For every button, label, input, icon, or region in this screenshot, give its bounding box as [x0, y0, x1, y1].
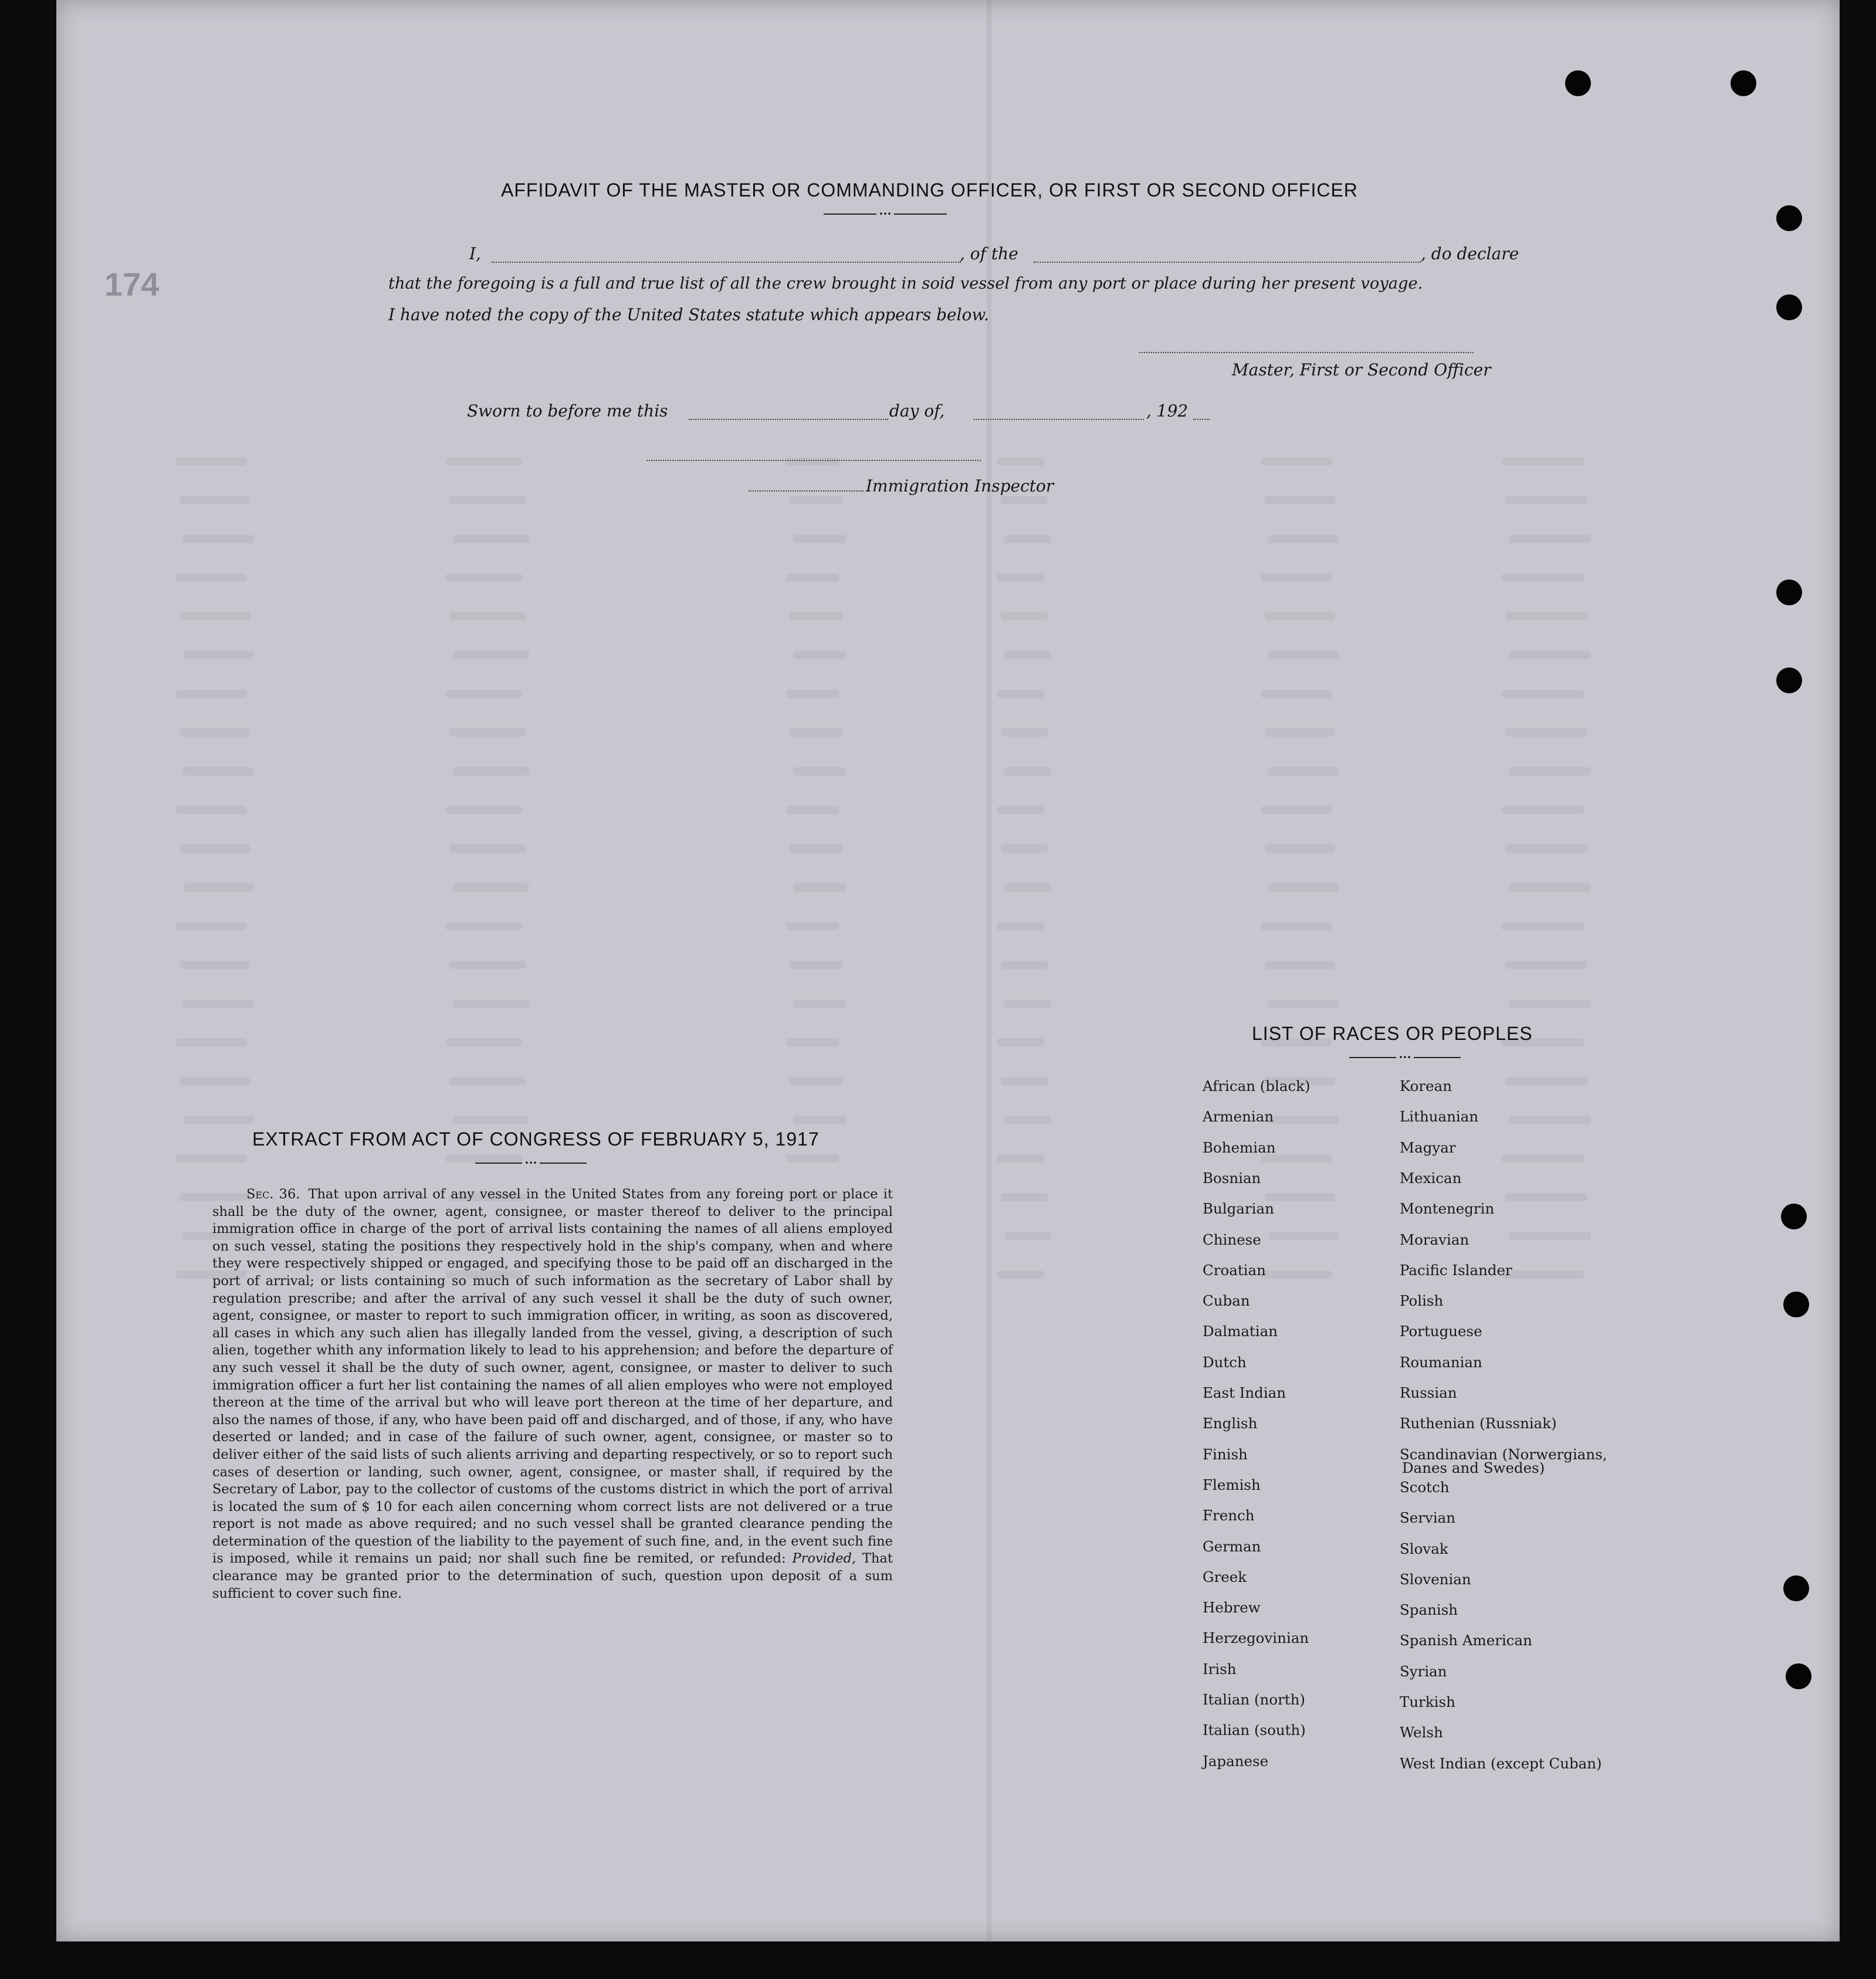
bleed-through-mark — [1505, 1193, 1587, 1201]
bleed-through-mark — [176, 922, 246, 930]
bleed-through-mark — [790, 961, 842, 969]
bleed-through-mark — [997, 922, 1044, 930]
bleed-through-mark — [446, 806, 522, 814]
race-item: Herzegovinian — [1203, 1629, 1309, 1647]
race-item: Italian (north) — [1203, 1691, 1305, 1708]
race-item: Magyar — [1400, 1138, 1456, 1156]
bleed-through-mark — [1502, 806, 1584, 814]
bleed-through-mark — [1001, 612, 1048, 621]
bleed-through-mark — [453, 883, 529, 892]
bleed-through-mark — [1502, 922, 1584, 930]
bleed-through-mark — [1004, 535, 1051, 543]
bleed-through-mark — [1268, 535, 1339, 543]
bleed-through-mark — [1261, 1270, 1332, 1279]
bleed-through-mark — [1004, 1232, 1051, 1240]
bleed-through-mark — [446, 458, 522, 466]
bleed-through-mark — [1261, 574, 1332, 582]
bleed-through-mark — [1001, 496, 1048, 504]
bleed-through-mark — [997, 690, 1044, 698]
bleed-through-mark — [176, 690, 246, 698]
bleed-through-mark — [1268, 999, 1339, 1008]
race-item: Pacific Islander — [1400, 1261, 1512, 1279]
race-item: Polish — [1400, 1292, 1444, 1310]
bleed-through-mark — [1505, 1077, 1587, 1085]
bleed-through-mark — [786, 1038, 839, 1046]
bleed-through-mark — [793, 535, 846, 543]
bleed-through-mark — [1001, 1077, 1048, 1085]
section-label: Sec. 36. — [246, 1187, 300, 1202]
bleed-through-mark — [997, 1154, 1044, 1163]
bleed-through-mark — [1505, 961, 1587, 969]
bleed-through-mark — [786, 690, 839, 698]
punch-hole — [1786, 1663, 1811, 1689]
inspector-signature-blank[interactable] — [646, 460, 981, 461]
bleed-through-mark — [1505, 496, 1587, 504]
race-item: Cuban — [1203, 1292, 1250, 1310]
bleed-through-mark — [997, 458, 1044, 466]
bleed-through-mark — [1268, 651, 1339, 659]
year-blank[interactable] — [1193, 419, 1210, 420]
punch-hole — [1781, 1204, 1807, 1229]
race-item: East Indian — [1203, 1384, 1286, 1401]
bleed-through-mark — [1265, 496, 1335, 504]
extract-title: EXTRACT FROM ACT OF CONGRESS OF FEBRUARY 5, 1917 — [252, 1129, 820, 1150]
bleed-through-mark — [997, 1270, 1044, 1279]
affidavit-of-the-label: , of the — [960, 244, 1018, 263]
race-item: Irish — [1203, 1660, 1237, 1678]
bleed-through-mark — [1004, 651, 1051, 659]
bleed-through-mark — [1265, 728, 1335, 737]
punch-hole — [1776, 667, 1802, 693]
bleed-through-mark — [453, 535, 529, 543]
bleed-through-mark — [446, 690, 522, 698]
bleed-through-mark — [1265, 845, 1335, 853]
race-item: Roumanian — [1400, 1353, 1482, 1371]
punch-hole — [1731, 70, 1756, 96]
bleed-through-mark — [1268, 883, 1339, 892]
bleed-through-mark — [449, 612, 526, 621]
race-item: Bohemian — [1203, 1138, 1276, 1156]
bleed-through-mark — [453, 651, 529, 659]
bleed-through-mark — [449, 496, 526, 504]
race-item: Scandinavian (Norwergians, — [1400, 1445, 1607, 1463]
bleed-through-mark — [1502, 1154, 1584, 1163]
race-item: Moravian — [1400, 1231, 1469, 1248]
bleed-through-mark — [183, 999, 253, 1008]
year-label: , 192 — [1146, 401, 1188, 421]
bleed-through-mark — [1265, 612, 1335, 621]
bleed-through-mark — [1509, 535, 1591, 543]
signature-blank[interactable] — [1139, 352, 1474, 353]
sworn-day-blank[interactable] — [689, 419, 888, 420]
bleed-through-mark — [1004, 999, 1051, 1008]
bleed-through-mark — [1001, 845, 1048, 853]
title-ornament: ••• — [824, 210, 947, 218]
punch-hole — [1783, 1575, 1809, 1601]
bleed-through-mark — [786, 458, 839, 466]
race-item: Dutch — [1203, 1353, 1247, 1371]
bleed-through-mark — [1505, 845, 1587, 853]
race-item: Hebrew — [1203, 1599, 1261, 1617]
race-item: Spanish — [1400, 1601, 1458, 1619]
race-item: Japanese — [1203, 1752, 1269, 1770]
bleed-through-mark — [1502, 458, 1584, 466]
bleed-through-mark — [786, 806, 839, 814]
race-item: Chinese — [1203, 1231, 1261, 1248]
race-item: German — [1203, 1537, 1261, 1555]
bleed-through-mark — [1502, 690, 1584, 698]
race-item: Korean — [1400, 1077, 1452, 1094]
bleed-through-mark — [1509, 999, 1591, 1008]
race-item: Spanish American — [1400, 1632, 1532, 1649]
bleed-through-mark — [453, 999, 529, 1008]
bleed-through-mark — [180, 612, 250, 621]
bleed-through-mark — [446, 574, 522, 582]
bleed-through-mark — [1509, 651, 1591, 659]
bleed-through-mark — [1509, 1116, 1591, 1124]
bleed-through-mark — [176, 1038, 246, 1046]
scandinavian-continuation: Danes and Swedes) — [1402, 1459, 1545, 1476]
race-item: Slovak — [1400, 1540, 1448, 1557]
bleed-through-mark — [180, 728, 250, 737]
bleed-through-mark — [997, 1038, 1044, 1046]
bleed-through-mark — [180, 496, 250, 504]
punch-hole — [1776, 205, 1802, 231]
affidavit-statement: that the foregoing is a full and true list of all the crew brought in soid vessel from any port or place during her present voyage. — [388, 275, 1423, 293]
race-item: African (black) — [1203, 1077, 1311, 1094]
race-item: Italian (south) — [1203, 1722, 1306, 1739]
affidavit-statute-note: I have noted the copy of the United States statute which appears below. — [388, 305, 989, 324]
race-item: Croatian — [1203, 1261, 1266, 1279]
affidavit-title: AFFIDAVIT OF THE MASTER OR COMMANDING OFFICER, OR FIRST OR SECOND OFFICER — [501, 179, 1358, 201]
name-blank[interactable] — [492, 262, 961, 263]
race-item: Finish — [1203, 1445, 1248, 1463]
bleed-through-mark — [183, 535, 253, 543]
bleed-through-mark — [1004, 883, 1051, 892]
bleed-through-mark — [793, 883, 846, 892]
bleed-through-mark — [786, 922, 839, 930]
bleed-through-mark — [449, 961, 526, 969]
bleed-through-mark — [790, 845, 842, 853]
bleed-through-mark — [1268, 1116, 1339, 1124]
bleed-through-mark — [183, 1116, 253, 1124]
race-item: Bosnian — [1203, 1169, 1261, 1187]
provided-word: Provided, — [792, 1551, 856, 1567]
bleed-through-mark — [1261, 922, 1332, 930]
bleed-through-mark — [1268, 767, 1339, 775]
bleed-through-mark — [793, 1116, 846, 1124]
race-item: Turkish — [1400, 1693, 1455, 1710]
race-item: Russian — [1400, 1384, 1457, 1401]
bleed-through-mark — [449, 845, 526, 853]
bleed-through-mark — [1001, 728, 1048, 737]
bleed-through-mark — [183, 767, 253, 775]
bleed-through-mark — [1509, 883, 1591, 892]
race-item: Mexican — [1400, 1169, 1462, 1187]
bleed-through-mark — [176, 806, 246, 814]
race-item: Welsh — [1400, 1724, 1443, 1741]
bleed-through-mark — [1261, 806, 1332, 814]
page-number: 174 — [104, 266, 160, 303]
punch-hole — [1776, 294, 1802, 320]
race-item: Servian — [1400, 1509, 1456, 1527]
affidavit-i-label: I, — [469, 244, 481, 263]
bleed-through-mark — [790, 612, 842, 621]
inspector-signature-blank-2[interactable] — [749, 490, 863, 492]
extract-text-end: That clearance may be granted prior to the determination of such, question upon deposit of a sum sufficient to cover such fine. — [212, 1551, 893, 1601]
bleed-through-mark — [1505, 728, 1587, 737]
bleed-through-mark — [997, 574, 1044, 582]
extract-body — [212, 1186, 893, 1602]
affidavit-declare-label: , do declare — [1421, 244, 1519, 263]
bleed-through-mark — [180, 845, 250, 853]
race-item: Slovenian — [1400, 1570, 1471, 1588]
extract-text: That upon arrival of any vessel in the United States from any foreing port or place it shall be the duty of the owner, agent, consignee, or master thereof to deliver to the principal immigration office in charge of the port of arrival lists containing the names of all aliens employed on such vessel, stating the positions they respectively hold in the ship's company, when and where they were respectively shipped or engaged, and specifying those to be paid off an discharged in the port of arrival; or lists containing so much of such information as the secretary of Labor shall by regulation prescribe; and after the arrival of any such vessel it shall be the duty of such owner, agent, consignee, or master to report to such immigration officer, in writing, as soon as discovered, all cases in which any such alien has illegally landed from the vessel, giving, a description of such alien, together whith any information likely to lead to his apprehension; and before the departure of any such vessel it shall be the duty of such owner, agent, consignee, or master to deliver to such immigration officer a furt her list containing the names of all alien employes who were not employed thereon at the time of the arrival but who will leave port thereon at the time of her departure, and also the names of those, if any, who have been paid off and discharged, and of those, if any, who have deserted or landed; and in case of the failure of such owner, agent, consignee, or master so to deliver either of the said lists of such alients arriving and departing respectively, or so to report such cases of desertion or landing, such owner, agent, consignee, or master shall, if required by the Secretary of Labor, pay to the collector of customs of the customs district in which the port of arrival is located the sum of $ 10 for each ailen concerning whom correct lists are not delivered or a true report is not made as above required; and no such vessel shall be granted clearance pending the determination of the question of the liability to the payement of such fine, and, in the event such fine is imposed, while it remains un paid; nor shall such fine be remited, or refunded: — [212, 1187, 893, 1567]
bleed-through-mark — [176, 574, 246, 582]
bleed-through-mark — [176, 1154, 246, 1163]
races-ornament: ••• — [1349, 1053, 1472, 1062]
punch-hole — [1783, 1292, 1809, 1317]
bleed-through-mark — [786, 574, 839, 582]
bleed-through-mark — [1004, 767, 1051, 775]
bleed-through-mark — [453, 767, 529, 775]
bleed-through-mark — [1001, 1193, 1048, 1201]
day-of-label: day of, — [889, 401, 945, 421]
bleed-through-mark — [790, 728, 842, 737]
inspector-label: Immigration Inspector — [866, 476, 1054, 496]
bleed-through-mark — [790, 1077, 842, 1085]
bleed-through-mark — [793, 767, 846, 775]
bleed-through-mark — [1261, 458, 1332, 466]
bleed-through-mark — [793, 651, 846, 659]
punch-hole — [1776, 580, 1802, 605]
race-item: Portuguese — [1400, 1323, 1482, 1340]
bleed-through-mark — [1265, 1193, 1335, 1201]
race-item: Syrian — [1400, 1662, 1447, 1680]
bleed-through-mark — [180, 961, 250, 969]
race-item: Flemish — [1203, 1476, 1261, 1493]
bleed-through-mark — [449, 1077, 526, 1085]
bleed-through-mark — [790, 496, 842, 504]
bleed-through-mark — [180, 1077, 250, 1085]
bleed-through-mark — [1509, 1232, 1591, 1240]
bleed-through-mark — [1265, 961, 1335, 969]
race-item: Montenegrin — [1400, 1200, 1495, 1218]
signature-label: Master, First or Second Officer — [1232, 360, 1491, 379]
bleed-through-mark — [786, 1154, 839, 1163]
bleed-through-mark — [1502, 1270, 1584, 1279]
race-item: English — [1203, 1415, 1258, 1432]
bleed-through-mark — [176, 458, 246, 466]
bleed-through-mark — [997, 806, 1044, 814]
bleed-through-mark — [793, 999, 846, 1008]
bleed-through-mark — [1001, 961, 1048, 969]
race-item: French — [1203, 1507, 1255, 1524]
bleed-through-mark — [1268, 1232, 1339, 1240]
punch-hole — [1565, 70, 1591, 96]
bleed-through-mark — [1502, 574, 1584, 582]
bleed-through-mark — [1004, 1116, 1051, 1124]
bleed-through-mark — [1505, 612, 1587, 621]
race-item: West Indian (except Cuban) — [1400, 1754, 1602, 1772]
race-item: Dalmatian — [1203, 1323, 1278, 1340]
bleed-through-mark — [453, 1116, 529, 1124]
extract-ornament: ••• — [475, 1159, 598, 1167]
bleed-through-mark — [446, 922, 522, 930]
race-item: Scotch — [1400, 1478, 1450, 1496]
race-item: Lithuanian — [1400, 1108, 1479, 1126]
bleed-through-mark — [449, 728, 526, 737]
bleed-through-mark — [1509, 767, 1591, 775]
bleed-through-mark — [183, 883, 253, 892]
race-item: Ruthenian (Russniak) — [1400, 1415, 1557, 1432]
bleed-through-mark — [1261, 690, 1332, 698]
race-item: Greek — [1203, 1568, 1247, 1585]
vessel-blank[interactable] — [1034, 262, 1421, 263]
race-item: Armenian — [1203, 1108, 1274, 1126]
races-title: LIST OF RACES OR PEOPLES — [1252, 1023, 1533, 1044]
sworn-month-blank[interactable] — [974, 419, 1144, 420]
bleed-through-mark — [446, 1038, 522, 1046]
bleed-through-mark — [183, 651, 253, 659]
sworn-label: Sworn to before me this — [467, 401, 668, 421]
race-item: Bulgarian — [1203, 1200, 1274, 1218]
